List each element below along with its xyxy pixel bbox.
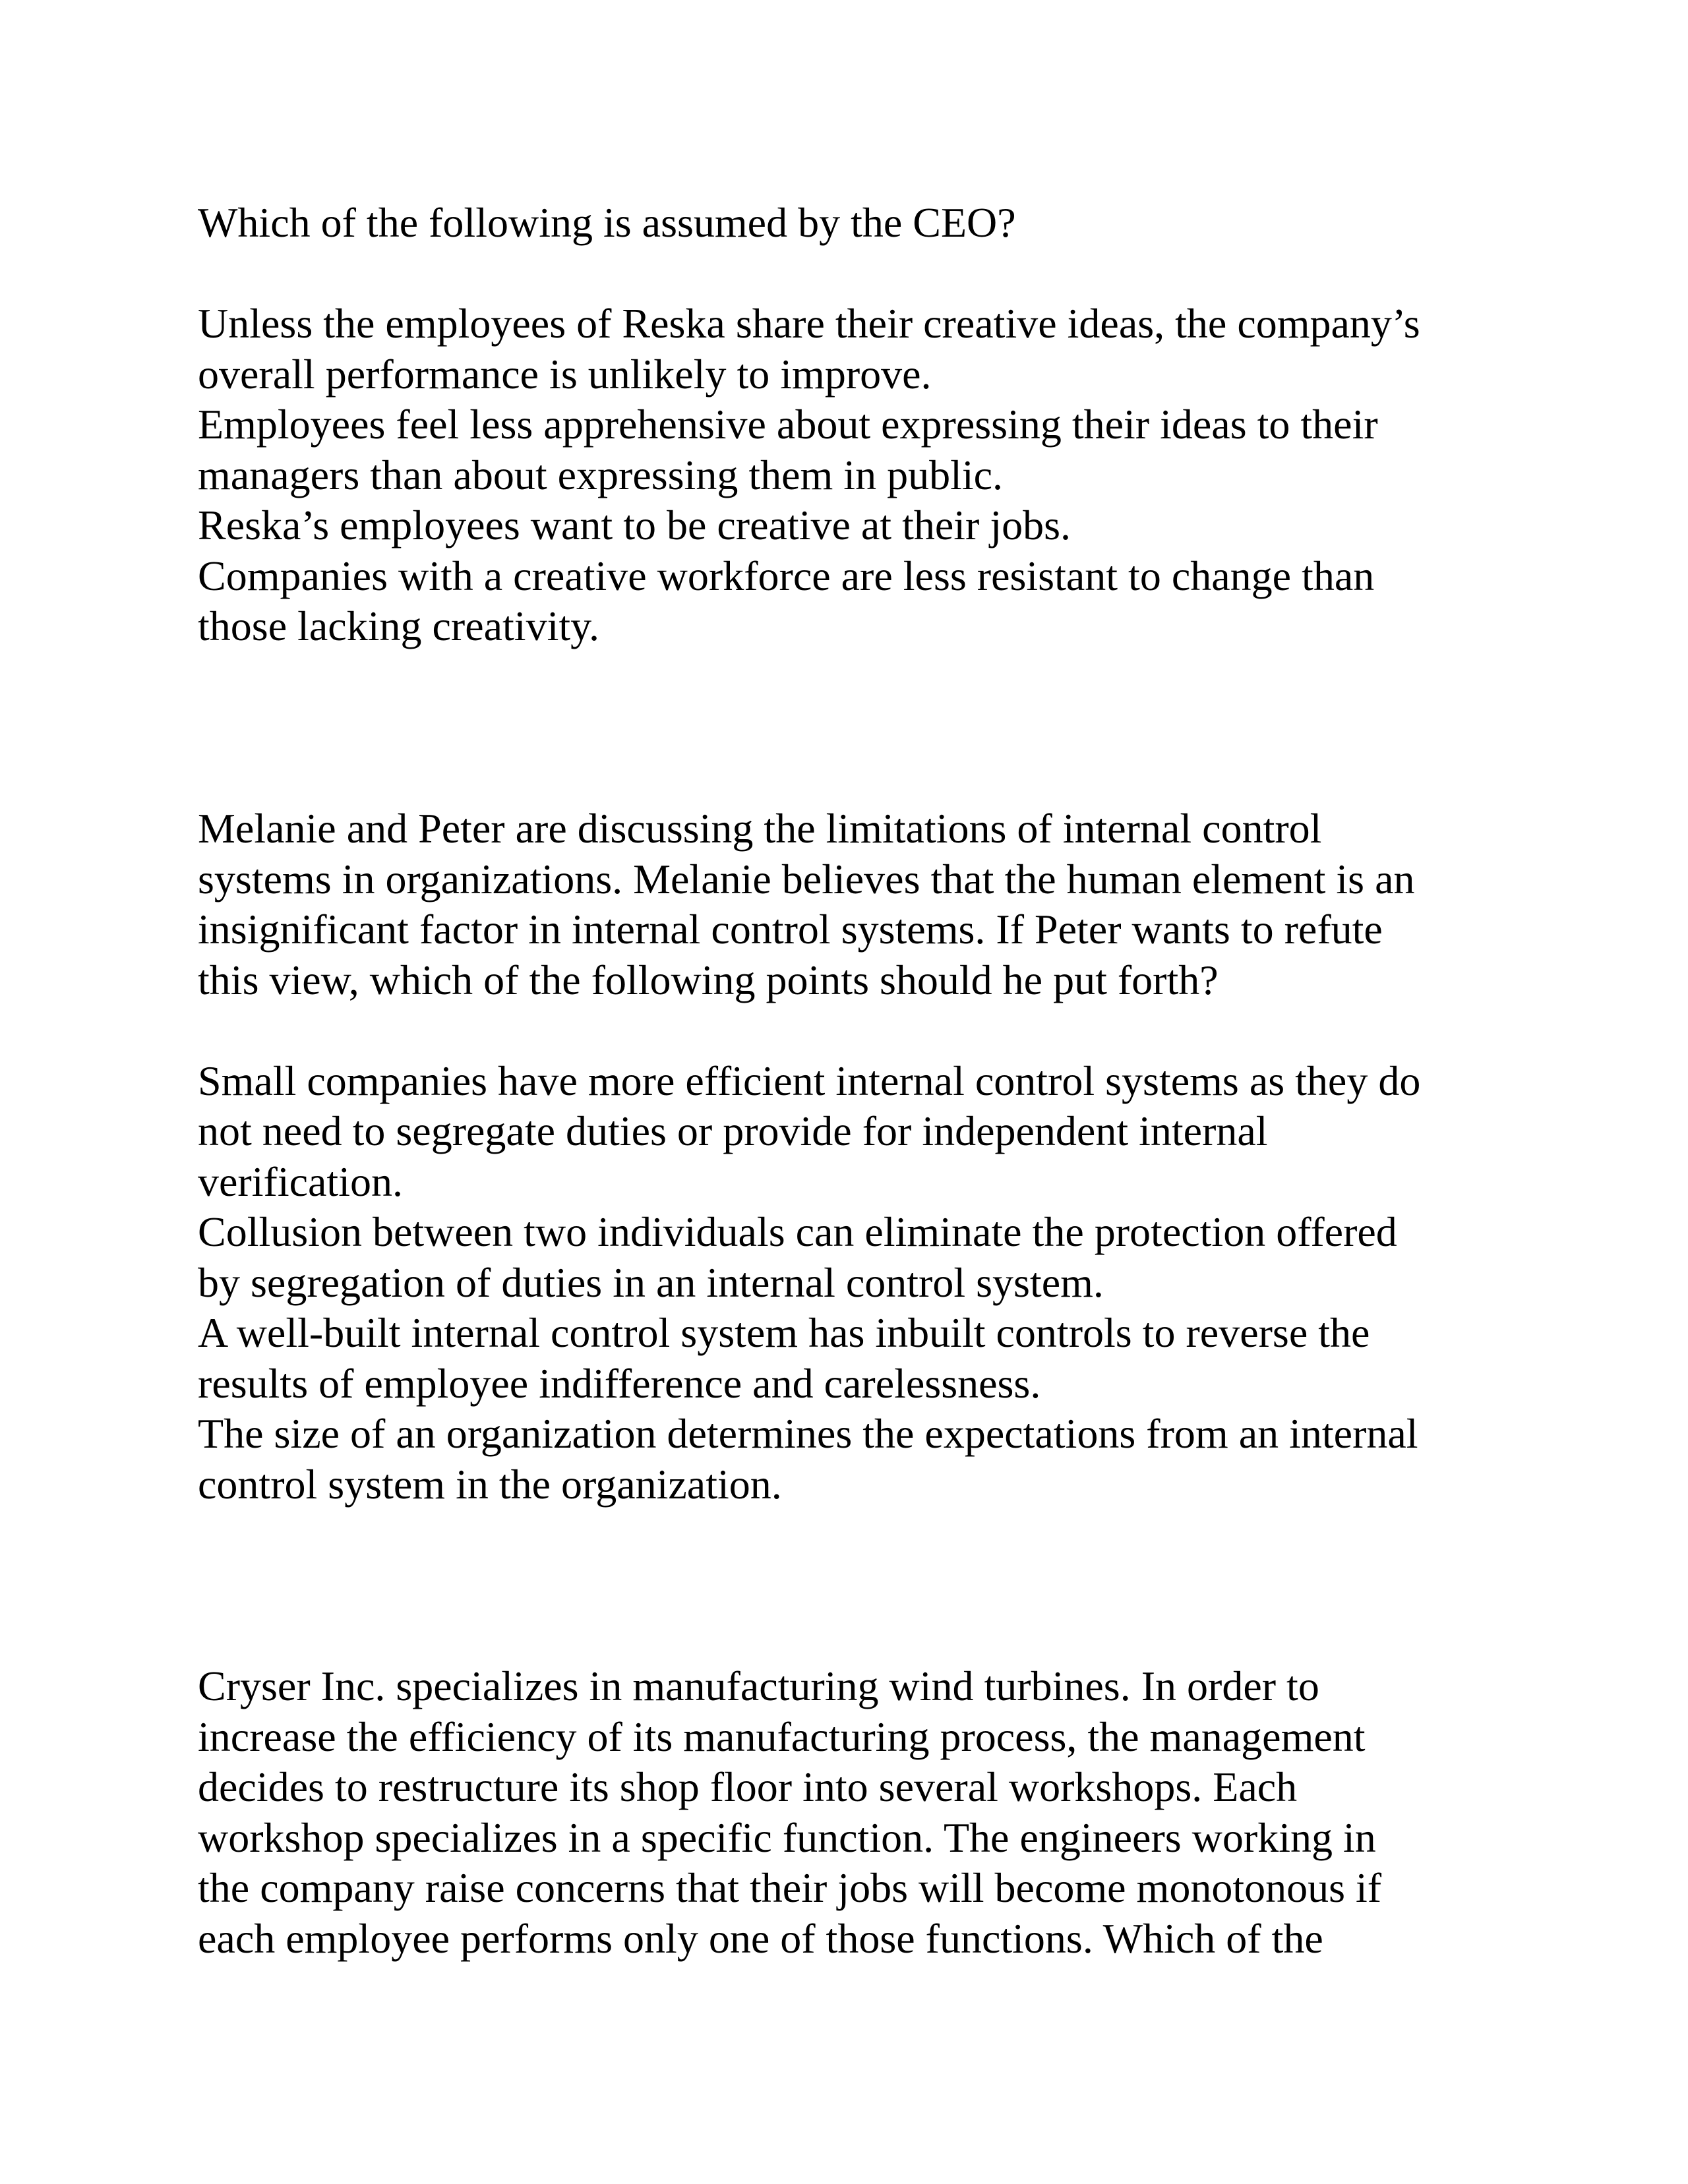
option-line: A well-built internal control system has inbuilt controls to reverse the [198, 1309, 1370, 1356]
option-line: those lacking creativity. [198, 603, 599, 649]
stem-line: decides to restructure its shop floor into several workshops. Each [198, 1763, 1298, 1810]
question-2-stem [198, 804, 1490, 1005]
question-2-option-b [198, 1207, 1490, 1308]
option-line: Unless the employees of Reska share their creative ideas, the company’s [198, 300, 1420, 347]
option-line: control system in the organization. [198, 1460, 782, 1508]
stem-line: systems in organizations. Melanie believes that the human element is an [198, 855, 1415, 902]
stem-line: the company raise concerns that their jobs will become monotonous if [198, 1864, 1382, 1911]
option-line: Reska’s employees want to be creative at their jobs. [198, 502, 1071, 548]
stem-line: Which of the following is assumed by the CEO? [198, 199, 1016, 246]
question-2 [198, 804, 1490, 1510]
stem-line: workshop specializes in a specific function. The engineers working in [198, 1814, 1376, 1861]
stem-line: each employee performs only one of those functions. Which of the [198, 1914, 1323, 1962]
stem-line: insignificant factor in internal control systems. If Peter wants to refute [198, 906, 1383, 953]
question-1-option-a [198, 299, 1490, 399]
option-line: results of employee indifference and carelessness. [198, 1359, 1041, 1407]
option-line: by segregation of duties in an internal control system. [198, 1258, 1104, 1306]
spacer [198, 249, 1490, 299]
option-line: overall performance is unlikely to improve. [198, 350, 932, 398]
option-line: Small companies have more efficient internal control systems as they do [198, 1057, 1421, 1104]
question-2-option-a [198, 1056, 1490, 1208]
option-line: Companies with a creative workforce are less resistant to change than [198, 552, 1375, 599]
option-line: The size of an organization determines the expectations from an internal [198, 1410, 1418, 1457]
option-line: managers than about expressing them in public. [198, 451, 1004, 498]
question-1-option-d [198, 551, 1490, 652]
question-2-option-c [198, 1308, 1490, 1409]
option-line: verification. [198, 1158, 403, 1205]
spacer [198, 1005, 1490, 1056]
question-1-stem [198, 198, 1490, 249]
question-3-stem [198, 1661, 1490, 1964]
question-2-option-d [198, 1409, 1490, 1510]
question-1-option-b [198, 399, 1490, 500]
stem-line: this view, which of the following points should he put forth? [198, 956, 1219, 1003]
question-1 [198, 198, 1490, 652]
stem-line: Melanie and Peter are discussing the limitations of internal control [198, 805, 1322, 852]
question-1-option-c [198, 500, 1490, 551]
option-line: Employees feel less apprehensive about expressing their ideas to their [198, 401, 1378, 448]
option-line: not need to segregate duties or provide for independent internal [198, 1107, 1268, 1154]
question-3 [198, 1661, 1490, 1964]
stem-line: increase the efficiency of its manufacturing process, the management [198, 1713, 1366, 1760]
option-line: Collusion between two individuals can eliminate the protection offered [198, 1208, 1397, 1255]
stem-line: Cryser Inc. specializes in manufacturing wind turbines. In order to [198, 1663, 1319, 1709]
